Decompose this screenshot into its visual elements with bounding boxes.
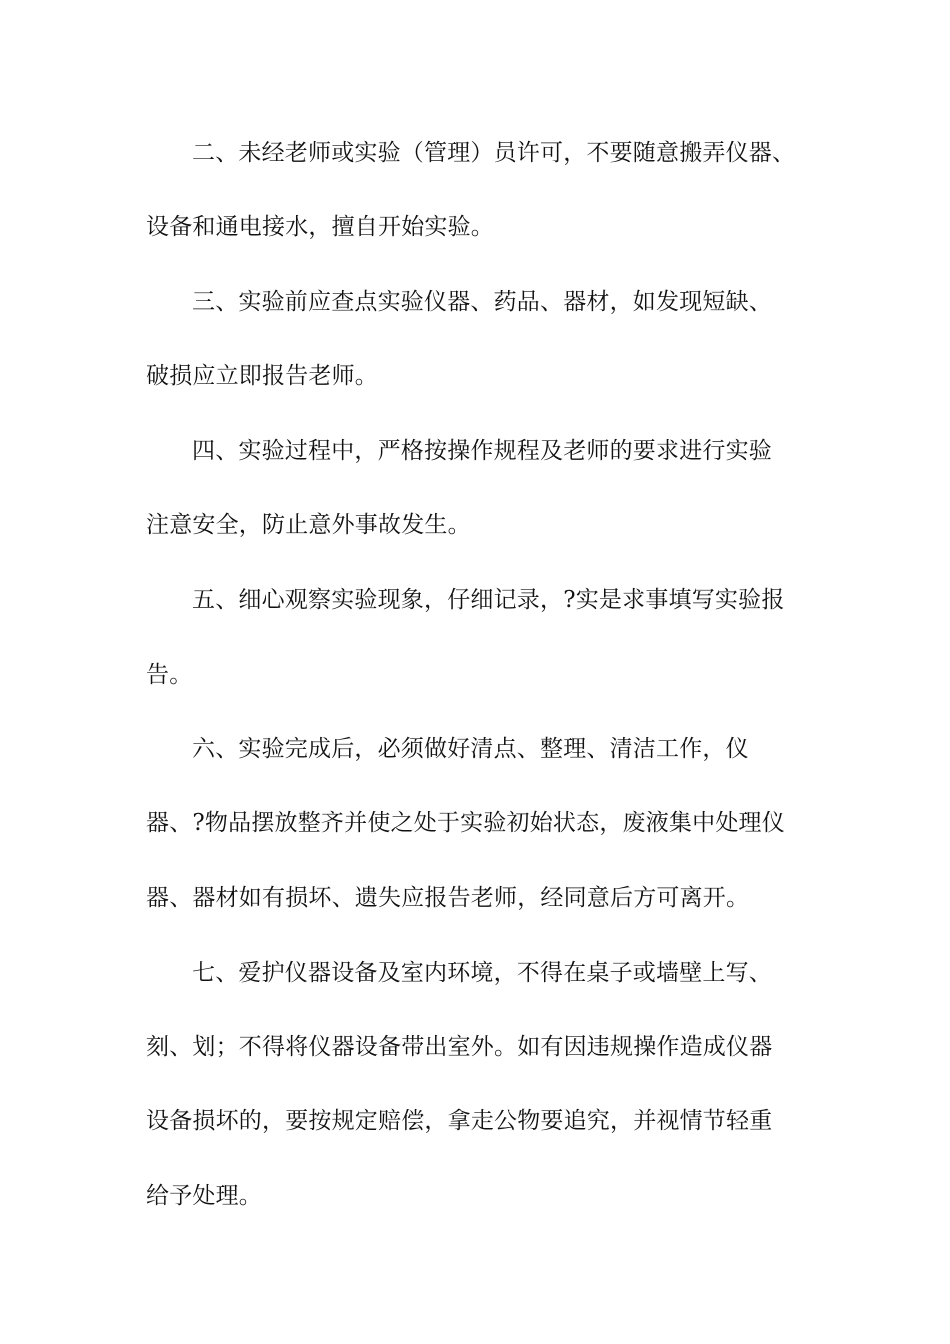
rule-2-line-2: 设备和通电接水，擅自开始实验。 xyxy=(146,214,494,240)
rule-6-line-3: 器、器材如有损坏、遗失应报告老师，经同意后方可离开。 xyxy=(146,885,750,911)
rule-4-line-2: 注意安全，防止意外事故发生。 xyxy=(146,512,471,538)
rule-5-line-2: 告。 xyxy=(146,662,193,688)
rule-3-line-2: 破损应立即报告老师。 xyxy=(146,363,378,389)
rule-7-line-3: 设备损坏的，要按规定赔偿，拿走公物要追究，并视情节轻重 xyxy=(146,1108,773,1134)
rule-5-line-1: 五、细心观察实验现象，仔细记录，?实是求事填写实验报 xyxy=(192,587,785,613)
rule-7-line-1: 七、爱护仪器设备及室内环境，不得在桌子或墙壁上写、 xyxy=(192,960,772,986)
rule-6-line-1: 六、实验完成后，必须做好清点、整理、清洁工作，仪 xyxy=(192,736,749,762)
rule-7-line-4: 给予处理。 xyxy=(146,1183,262,1209)
rule-2-line-1: 二、未经老师或实验（管理）员许可，不要随意搬弄仪器、 xyxy=(192,140,796,166)
rule-6-line-2: 器、?物品摆放整齐并使之处于实验初始状态，废液集中处理仪 xyxy=(146,810,785,836)
rule-7-line-2: 刻、划；不得将仪器设备带出室外。如有因违规操作造成仪器 xyxy=(146,1034,773,1060)
rule-4-line-1: 四、实验过程中，严格按操作规程及老师的要求进行实验 xyxy=(192,438,772,464)
rule-3-line-1: 三、实验前应查点实验仪器、药品、器材，如发现短缺、 xyxy=(192,289,772,315)
